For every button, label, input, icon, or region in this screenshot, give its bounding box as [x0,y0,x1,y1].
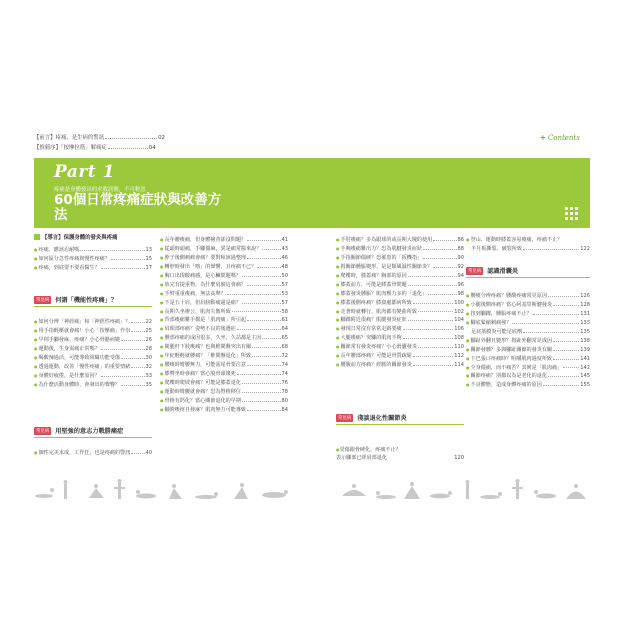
toc-entry[interactable]: ● 扭到腳踝，腫脹疼痛不止？ 131 [466,310,590,317]
toc-entry[interactable]: 足底筋膜炎可能足底劑 135 [471,328,590,335]
bullet-icon: ● [160,397,164,403]
bullet-icon: ● [336,446,340,452]
bullet-icon: ● [34,319,38,324]
bullet-icon: ● [34,450,38,455]
bullet-icon: ● [336,299,340,305]
toc-entry[interactable]: ● 小腿後側疼痛？當心阿基里斯腱發炎 128 [466,301,590,308]
toc-entry[interactable]: ● 腰腹前方疼痛？經脈的關節發炎 114 [336,362,464,369]
bullet-icon: ● [34,354,38,360]
toc-entry[interactable]: ● 登山、運動時膝蓋容易痠痛，疼痛不止？ [466,237,563,243]
toc-entry[interactable]: ● 下巴張口疼痛時？咀嚼肌肉過度所致 141 [466,355,590,362]
bullet-icon: ● [34,264,38,270]
col3-list-a [336,236,464,370]
toc-entry[interactable]: ● 大腿痠痛？突腳的肌肉不夠 108 [336,335,464,342]
toc-entry[interactable]: ● 關節發腫？多與腳趾關節的發炎有關 139 [466,346,590,353]
bullet-icon: ● [160,326,164,332]
toc-entry[interactable]: ● 運動後，生身需痛正常嗎？ 28 [34,345,152,352]
toc-entry[interactable]: ● 骨椎有鈣化？當心關節退化的早期 80 [160,397,288,404]
bullet-icon: ● [34,327,38,333]
bullet-icon: ● [34,336,38,342]
preface-page: 04 [148,145,156,151]
bullet-icon: ● [160,299,164,305]
bullet-icon: ● [336,317,340,323]
square-icon [34,234,40,240]
toc-entry[interactable]: ● 長年腰部疼痛？可能是骨質疏鬆 112 [336,353,464,360]
category-heading[interactable]: 常見病 認識滑囊炎 [468,268,519,275]
bullet-icon: ● [160,272,164,278]
divider [336,424,464,425]
bullet-icon: ● [336,237,340,242]
preface-title: 【推薦序】「按摩拉筋」解痛症 [34,145,107,151]
toc-entry[interactable]: ● 全身僵痛，而不痛苦？其實是「肌肉痛」 142 [466,364,590,371]
col1-list-a [34,246,152,273]
bullet-icon: ● [466,310,470,316]
toc-entry[interactable]: ● 運動時彎腰就會痛？恐為脊椎移位 78 [160,388,288,395]
bullet-icon: ● [466,301,470,307]
bullet-icon: ● [336,362,340,368]
bullet-icon: ● [160,290,164,296]
bullet-icon: ● [160,335,164,341]
toc-entry[interactable]: ● 從頭時頭痛，手腳僵麻，異是痛常醫來說？ 43 [160,245,288,252]
bullet-icon: ● [336,335,340,341]
part-subtitle: 疼痛是身體發出的求救訊號，不可輕忽 [54,187,146,193]
toc-entry[interactable]: ● 疼痛，應該忍耐嗎 13 [34,247,152,253]
toc-entry[interactable]: ● 如何分辨「神經痛」和「神經性疼痛」？ 22 [34,319,152,325]
toc-entry[interactable]: ● 年紀輕輕就腰痛？「椎間盤退化」所致 72 [160,353,288,360]
toc-entry[interactable]: ● 手肘痠痛？多為跟球的或長期大塊的使用 86 [336,237,464,243]
grid-dots-icon [565,207,578,220]
bullet-icon: ● [160,380,164,385]
toc-entry[interactable]: ● 疼痛，到底要不要看醫生？ 17 [34,264,152,271]
bullet-icon: ● [336,290,340,296]
divider [466,277,590,278]
bullet-icon: ● [336,353,340,359]
bullet-icon: ● [160,371,164,377]
preface-page: 02 [158,135,165,141]
toc-entry[interactable]: ● 不良體態，造成身體疼痛的原因 155 [466,382,590,389]
toc-entry[interactable]: ● 背部痠痛難手都是「肌肉痛」所引起 61 [160,317,288,324]
toc-entry[interactable]: ● 膝臀坐時會痛？當心股骨頭壞死 74 [160,371,288,378]
toc-entry[interactable]: ● 放完有提重物，為什麼肩膀這會痛？ 57 [160,281,288,288]
bullet-icon: ● [336,263,340,269]
bullet-icon: ● [34,255,38,261]
toc-entry[interactable]: ● 膝蓋前方，可能是膝蓋骨問題 96 [336,281,464,288]
bullet-icon: ● [34,372,38,378]
toc-entry[interactable]: ● 腳底緊縮刺痛發？ 133 [466,319,590,326]
toc-entry[interactable]: ● 手指關節僵硬？恐罹患的「扳機指」 90 [336,254,464,261]
bullet-icon: ● [336,308,340,314]
toc-entry[interactable]: ● 喝酸辣過活，可能導致組織功能受傷 30 [34,354,152,361]
toc-entry[interactable]: ● 關節疼痛？別都以為是老化的退化 145 [466,373,590,380]
bullet-icon: ● [34,381,38,387]
bullet-icon: ● [34,345,38,351]
part-title: Part 1 [54,162,115,182]
bullet-icon: ● [466,364,470,370]
part-heading: 60個日常疼痛症狀與改善方法 [54,192,222,223]
toc-entry[interactable]: ● 關節常有發炎疼痛？小心滑囊發炎 110 [336,344,464,351]
bullet-icon: ● [466,382,470,388]
toc-entry[interactable]: ● 長年腰痠痛，但身體檢查卻沒問題？ 41 [160,237,288,243]
toc-entry[interactable]: ● 腳踝附近很痛？肌腱發炎症狀 104 [336,317,464,324]
toc-entry[interactable]: ● 發現日常沒有常常走路要痛 106 [336,326,464,333]
toc-entry[interactable]: 半月板撕裂、破裂所致 122 [471,245,590,252]
toc-entry[interactable]: ● 腰痠分辨疼痛？腰酸疼痛常見原因 126 [466,293,590,299]
toc-entry[interactable]: ● 腳胯痠疼且發麻？肌肉無力可能導致 84 [160,406,288,413]
toc-entry[interactable]: ● 不是五十肩，但肩膀動痛還是痛？ 57 [160,299,288,306]
toc-entry[interactable]: ● 肩頸部疼痛？姿勢不良的後遺症 64 [160,326,288,333]
toc-entry[interactable]: ● 腰痠時彎腰無力，可能需尾骨要注意 74 [160,362,288,369]
bullet-icon: ● [160,362,164,368]
bullet-icon: ● [160,237,164,242]
col2-list [160,236,288,415]
toc-entry[interactable]: ● 身體好疲倦，是什麼原因？ 33 [34,372,152,379]
category-tag: 常見病 [468,268,482,274]
bullet-icon: ● [336,272,340,278]
toc-entry[interactable]: ● 個性完美求成，工作狂，也是疼痛的警訊 40 [34,450,152,456]
bullet-icon: ● [34,363,38,369]
toc-entry[interactable]: ● 腳趾外翻且變形？拇趾外翻常見成因 138 [466,337,590,344]
toc-entry[interactable]: ● 間腿杆下肢痠痛？也與椎間盤突出有關 68 [160,344,288,351]
plus-icon: + [540,133,546,142]
col4-list-b [466,292,590,390]
category-tag: 常見病 [36,297,50,303]
toc-entry[interactable]: ● 爬樓時爬坡會痛？可能是膝蓋退化 76 [160,380,288,386]
preface-title: 【前言】疼痛，是生病的警訊 [34,135,105,141]
toc-entry[interactable]: ● 早則手腳發麻，疼痛？小心骨骼病變 26 [34,336,152,343]
contents-label: + Contents [540,133,580,142]
exercise-silhouettes-right [340,478,590,502]
divider [34,437,152,438]
category-tag: 常見病 [338,415,352,421]
toc-entry[interactable]: ●受傷跟骨硬化，疼痛不止？ 表示腳部已經肩部退化 120 [336,446,464,462]
toc-entry[interactable]: ● 轉脖時發出「喀」的聲響，且疼痛不已？ 48 [160,263,288,270]
bullet-icon: ● [466,355,470,361]
bullet-icon: ● [336,344,340,350]
toc-entry[interactable]: ● 脖子後側刺痛會痛？要對和該過整理 46 [160,254,288,261]
toc-entry[interactable]: ● 為什麼活動身體時，會發出的聲響？ 35 [34,381,152,388]
preface-line[interactable] [34,143,156,151]
toc-entry[interactable]: ● 如何區分急性疼痛與慢性疼痛？ 15 [34,255,152,262]
toc-entry[interactable]: ● 走著時就轉行，肌肉都有變曲所致 102 [336,308,464,315]
toc-entry[interactable]: ● 長期久坐辦公，肌肉失衡所致 58 [160,308,288,315]
toc-entry[interactable]: ● 拇關節腫脹變形，是是類風濕性關節炎？ 92 [336,263,464,270]
category-heading[interactable]: 常見病 何謂「機能性疼痛」？ [36,297,118,304]
bullet-icon: ● [160,388,164,394]
bullet-icon: ● [336,281,340,287]
bullet-icon: ● [160,344,164,350]
bullet-icon: ● [160,281,164,287]
bullet-icon: ● [160,317,164,323]
bullet-icon: ● [466,319,470,325]
divider [34,306,152,307]
preface-line[interactable] [34,133,165,141]
col1-list-c [34,449,152,458]
bullet-icon: ● [34,247,38,252]
toc-entry[interactable]: ● 用手指輕壓就會痛！小心「按壓痛」作祟 25 [34,327,152,334]
bullet-icon: ● [160,245,164,251]
bullet-icon: ● [160,254,164,260]
toc-entry[interactable]: ● 透過運動，改善「慢性疼痛」的重要情緒 32 [34,363,152,370]
col1-list-b [34,318,152,390]
bullet-icon: ● [160,353,164,359]
bullet-icon: ● [466,373,470,379]
category-tag: 常見病 [36,428,50,434]
bullet-icon: ● [466,346,470,352]
toc-entry[interactable]: ● 膝蓋發炎腫脹？肌肉壓力多的「退化」 98 [336,290,464,297]
bullet-icon: ● [466,237,470,242]
bullet-icon: ● [466,337,470,343]
toc-entry[interactable]: ● 手臂重重痠痛，無法高舉？ 53 [160,290,288,297]
toc-entry[interactable]: ● 腰部疼痛的成因很多，久坐、久站都是主因 65 [160,335,288,342]
toc-entry[interactable]: ● 手腕痠痛難出力？恐為肌腱發炎症狀 88 [336,245,464,252]
bullet-icon: ● [160,263,164,269]
category-heading[interactable]: 常見病 用堅強的意志力戰勝痛症 [36,428,124,435]
toc-entry[interactable]: ● 爬樓時，膝蓋痛？胸部的原因 94 [336,272,464,279]
bullet-icon: ● [336,254,340,260]
exercise-silhouettes-left [34,478,296,502]
toc-entry[interactable]: ● 胸口出現酸痛感，是心臟問題嗎？ 50 [160,272,288,279]
bullet-icon: ● [160,406,164,412]
intro-heading[interactable]: 【導言】保護身體的發炎與疼痛 [34,233,117,241]
bullet-icon: ● [160,308,164,314]
toc-entry[interactable]: ● 膝蓋後側疼痛？膝窩處都病所致 100 [336,299,464,306]
col4-list-a [466,236,590,254]
bullet-icon: ● [336,245,340,251]
category-heading[interactable]: 常見病 淺談退化性關節炎 [338,415,407,422]
bullet-icon: ● [336,326,340,332]
part-banner [34,158,590,228]
bullet-icon: ● [466,293,470,298]
